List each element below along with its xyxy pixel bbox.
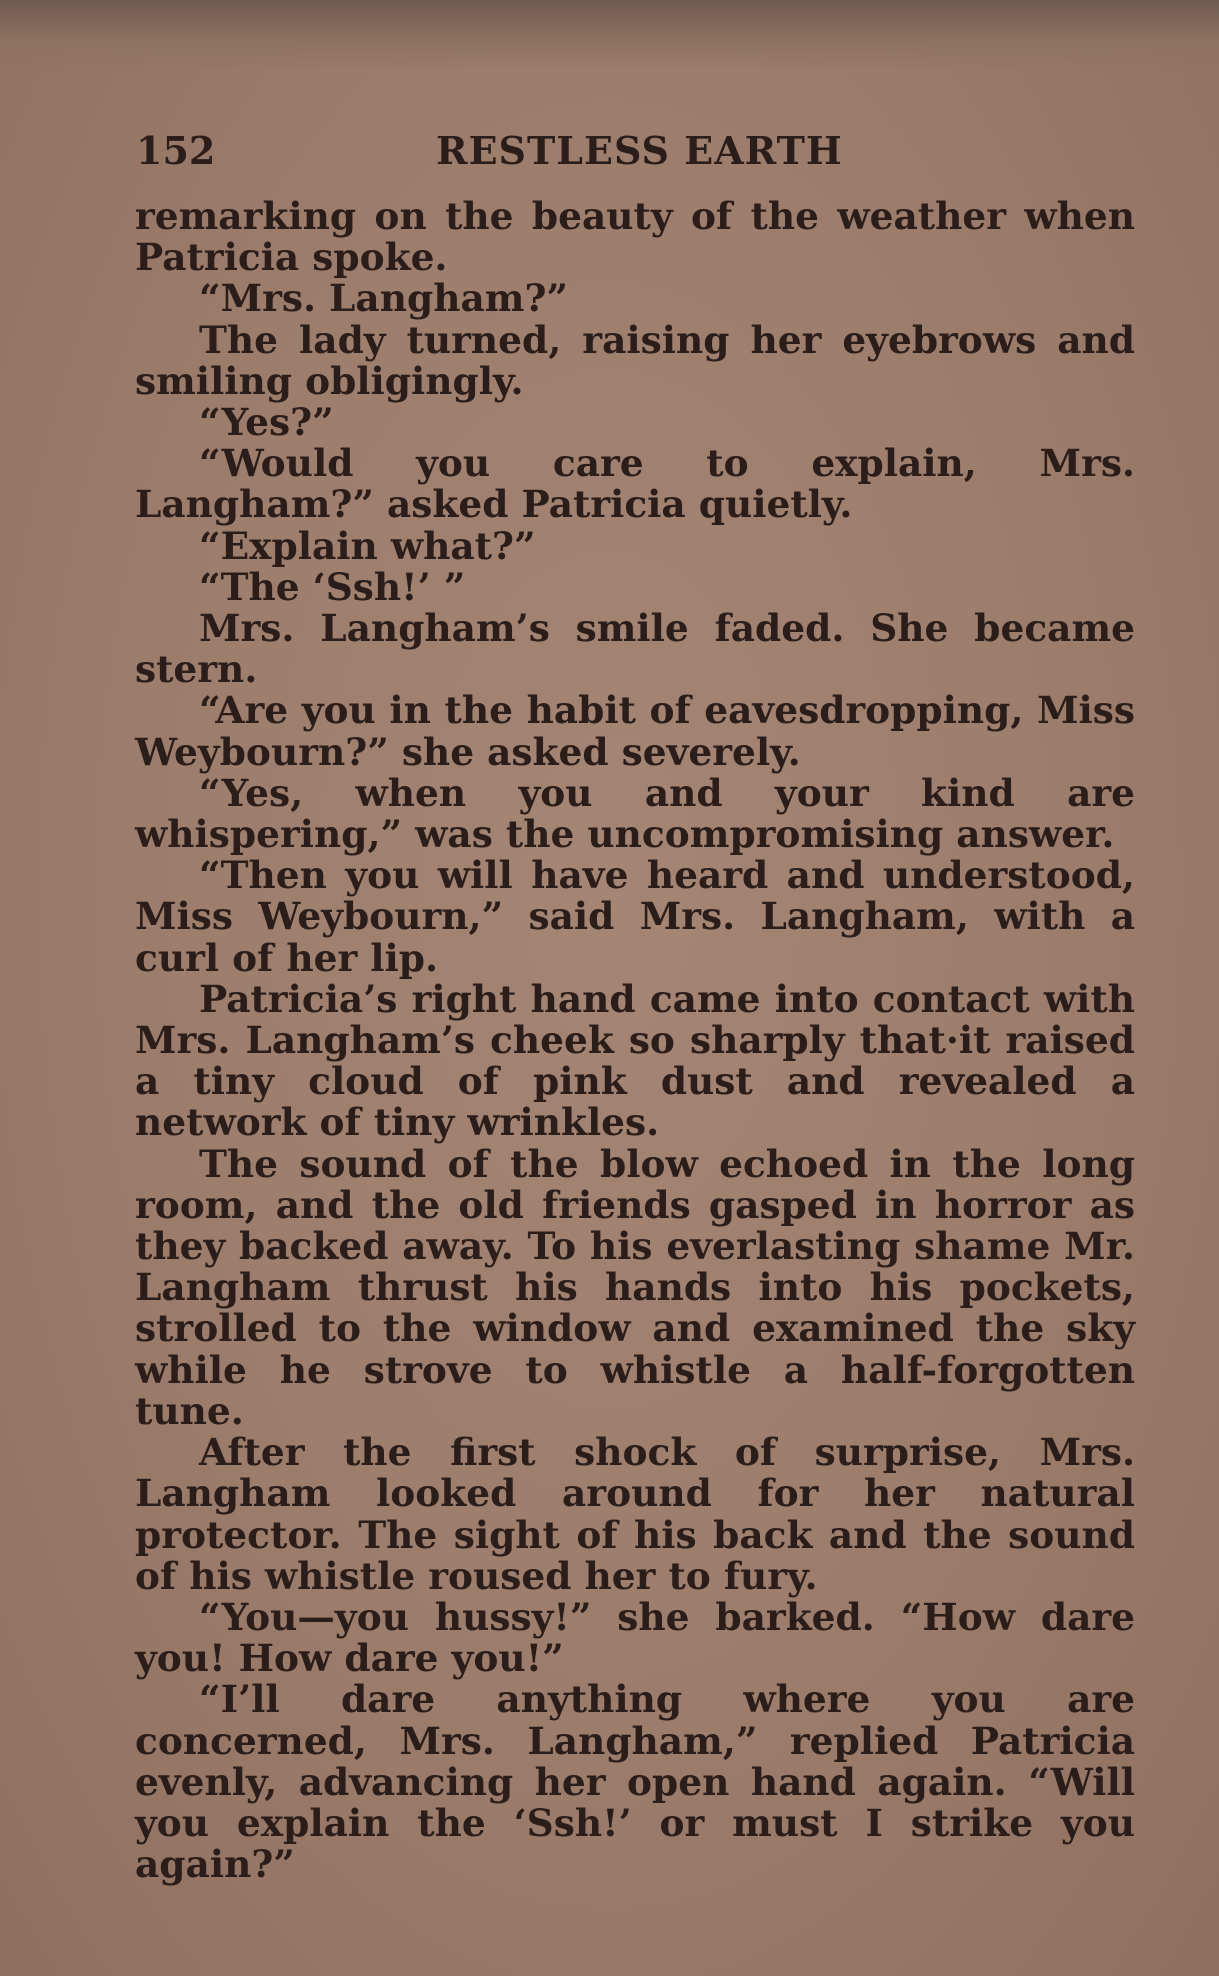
page-header <box>136 128 1136 180</box>
paragraph: “You—you hussy!” she barked. “How dare you! How dare you!” <box>135 1594 1135 1681</box>
paragraph: “Yes?” <box>199 400 334 445</box>
paragraph: “Yes, when you and your kind are whispering,” was the uncompromising answer. <box>135 770 1135 857</box>
paragraph: Patricia’s right hand came into contact with Mrs. Langham’s cheek so sharply that·it raised a tiny cloud of pink dust and revealed a network of tiny wrinkles. <box>135 976 1135 1145</box>
paragraph: “The ‘Ssh!’ ” <box>199 564 466 609</box>
paragraph: “Then you will have heard and understood, Miss Weybourn,” said Mrs. Langham, with a curl of her lip. <box>135 853 1135 980</box>
paragraph: “Would you care to explain, Mrs. Langham?” asked Patricia quietly. <box>135 441 1135 527</box>
running-head: RESTLESS EARTH <box>436 128 843 173</box>
paragraph: After the first shock of surprise, Mrs. Langham looked around for her natural protector. The sight of his back and the sound of his whistle roused her to fury. <box>135 1430 1135 1598</box>
body-text <box>135 196 1135 1885</box>
page-number: 152 <box>136 128 216 173</box>
paragraph: remarking on the beauty of the weather when Patricia spoke. <box>135 194 1135 280</box>
paragraph: “Are you in the habit of eavesdropping, Miss Weybourn?” she asked severely. <box>135 688 1135 774</box>
paragraph: The sound of the blow echoed in the long room, and the old friends gasped in horror as they backed away. To his everlasting shame Mr. Langham thrust his hands into his pockets, strolled to the window and examined the sky while he strove to whistle a half-forgotten tune. <box>135 1141 1135 1433</box>
paragraph: “Mrs. Langham?” <box>199 276 568 321</box>
paragraph: “I’ll dare anything where you are concerned, Mrs. Langham,” replied Patricia evenly, advancing her open hand again. “Will you explain the ‘Ssh!’ or must I strike you again?” <box>135 1677 1135 1887</box>
paragraph: “Explain what?” <box>199 523 536 568</box>
paragraph: Mrs. Langham’s smile faded. She became stern. <box>135 606 1135 692</box>
paragraph: The lady turned, raising her eyebrows and smiling obligingly. <box>135 317 1135 403</box>
